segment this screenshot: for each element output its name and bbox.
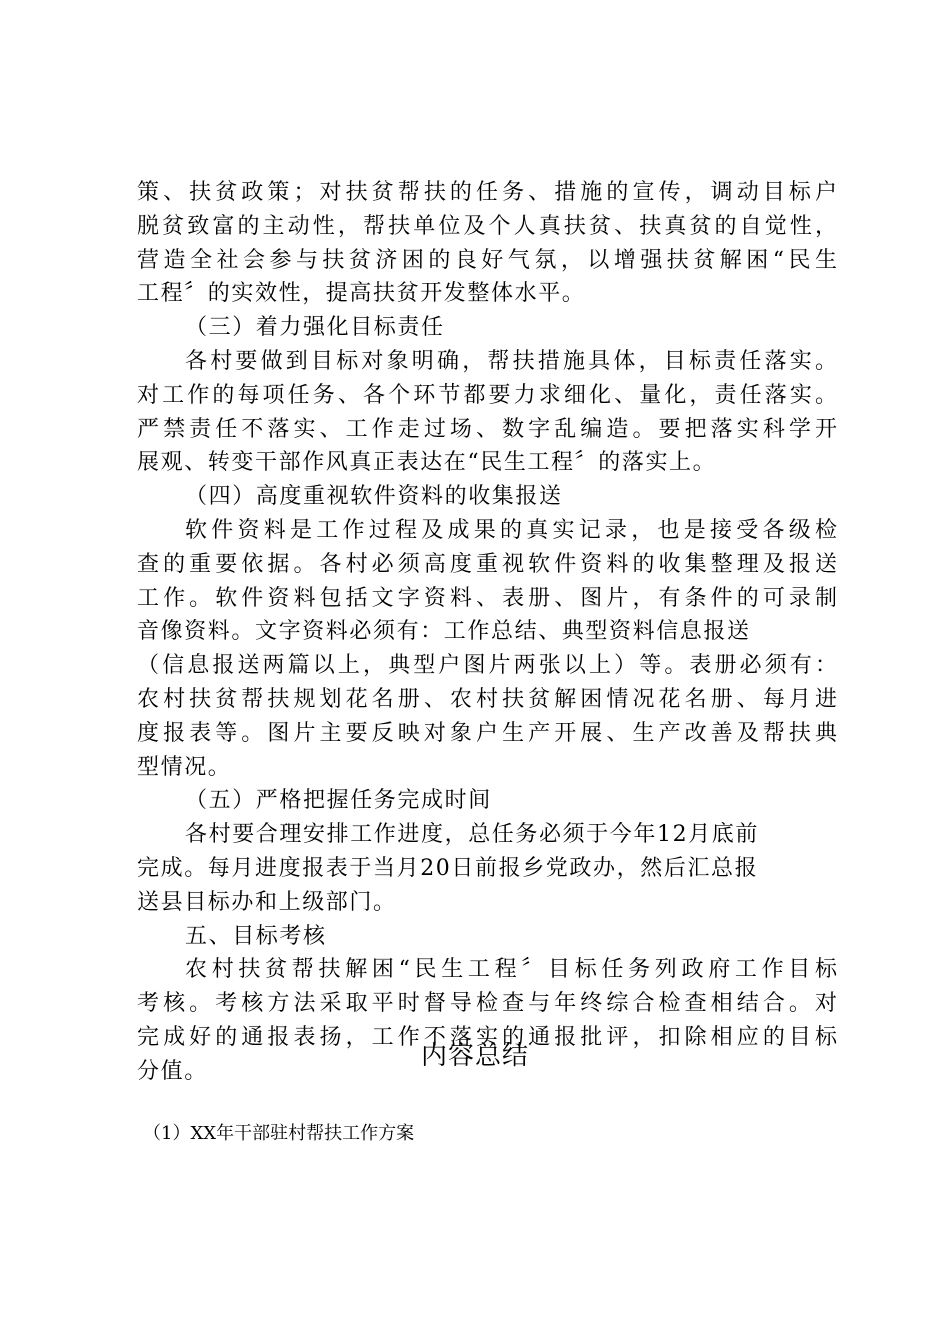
paragraph-software-materials xyxy=(137,514,837,784)
paragraph-completion-time xyxy=(137,818,837,919)
text-line: 各村要做到目标对象明确，帮扶措施具体，目标责任落实。 xyxy=(185,348,837,374)
text-line: 工作。软件资料包括文字资料、表册、图片，有条件的可录制 xyxy=(137,585,837,611)
text-line: 完成。每月进度报表于当月20日前报乡党政办，然后汇总报 xyxy=(137,855,759,881)
text-line: 工程〞的实效性，提高扶贫开发整体水平。 xyxy=(137,281,586,307)
text-line: 型情况。 xyxy=(137,754,232,780)
text-line: 策、扶贫政策；对扶贫帮扶的任务、措施的宣传，调动目标户 xyxy=(137,180,837,205)
summary-title: 内容总结 xyxy=(420,1041,529,1071)
section-heading-3: （三）着力强化目标责任 xyxy=(185,315,445,341)
text-line: 各村要合理安排工作进度，总任务必须于今年12月底前 xyxy=(185,822,759,848)
paragraph-target-responsibility xyxy=(137,345,837,480)
text-line: 分值。 xyxy=(137,1058,208,1084)
text-line: 展观、转变干部作风真正表达在“民生工程〞的落实上。 xyxy=(137,450,717,476)
text-line: 农村扶贫帮扶规划花名册、农村扶贫解困情况花名册、每月进 xyxy=(137,686,837,712)
text-line: 查的重要依据。各村必须高度重视软件资料的收集整理及报送 xyxy=(137,551,837,577)
text-line: （信息报送两篇以上，典型户图片两张以上）等。表册必须有： xyxy=(137,653,837,679)
section-heading-assessment: 五、目标考核 xyxy=(185,923,327,949)
text-line: 考核。考核方法采取平时督导检查与年终综合检查相结合。对 xyxy=(137,991,837,1017)
text-line: 营造全社会参与扶贫济困的良好气氛，以增强扶贫解困“民生 xyxy=(137,247,837,273)
text-line: 严禁责任不落实、工作走过场、数字乱编造。要把落实科学开 xyxy=(137,416,837,442)
section-heading-4: （四）高度重视软件资料的收集报送 xyxy=(185,484,563,510)
text-line: 送县目标办和上级部门。 xyxy=(137,889,397,915)
text-line: 音像资料。文字资料必须有：工作总结、典型资料信息报送 xyxy=(137,619,751,645)
document-body xyxy=(137,176,837,1089)
text-line: 完成好的通报表扬，工作不落实的通报批评，扣除相应的目标 xyxy=(137,1024,837,1050)
paragraph-policy-promotion xyxy=(137,176,837,311)
summary-item: （1）XX年干部驻村帮扶工作方案 xyxy=(143,1123,415,1144)
text-line: 对工作的每项任务、各个环节都要力求细化、量化，责任落实。 xyxy=(137,382,837,408)
section-heading-5: （五）严格把握任务完成时间 xyxy=(185,788,492,814)
text-line: 度报表等。图片主要反映对象户生产开展、生产改善及帮扶典 xyxy=(137,720,837,746)
text-line: 脱贫致富的主动性，帮扶单位及个人真扶贫、扶真贫的自觉性， xyxy=(137,213,837,239)
text-line: 农村扶贫帮扶解困“民生工程〞目标任务列政府工作目标 xyxy=(185,957,837,983)
text-line: 软件资料是工作过程及成果的真实记录，也是接受各级检 xyxy=(185,517,837,543)
